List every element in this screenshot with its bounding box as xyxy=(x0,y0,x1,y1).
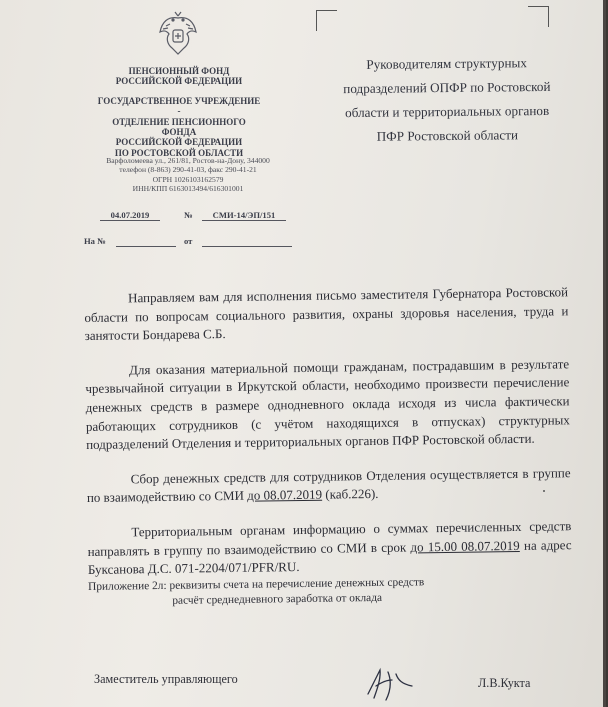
annex-line: Приложение 2л: реквизиты счета на перечисление денежных средств xyxy=(88,576,425,593)
address-bracket-right xyxy=(528,6,549,27)
recipient-line: ПФР Ростовской области xyxy=(376,127,519,144)
address-line: ИНН/КПП 6163013494/616301001 xyxy=(132,183,244,193)
body-paragraph-1: Направляем вам для исполнения письмо заместителя Губернатора Ростовской области по вопросам социального развития, охраны здоровья населения, труда и занятости Бондарева С.Б. xyxy=(84,284,569,344)
organization-name xyxy=(96,66,262,158)
address-line: Варфоломеева ул., 261/81, Ростов-на-Дону, 344000 xyxy=(106,156,270,165)
photo-edge xyxy=(603,0,606,707)
address-line: ОГРН 1026103162579 xyxy=(152,174,224,184)
deadline-date: до 08.07.2019 xyxy=(247,487,323,504)
org-line: ПЕНСИОННЫЙ ФОНД xyxy=(128,66,230,76)
body-paragraph-2: Для оказания материальной помощи гражданам, пострадавшим в результате чрезвычайной ситуации в Иркутской области, необходимо произвести перечисление денежных средств в размере однодневного оклада исходя из числа фактически работающих сотрудников (с учётом находящихся в отпусках) структурных подразделений Отделения и территориальных органов ПФР Ростовской области. xyxy=(85,356,570,453)
annex-note xyxy=(88,574,518,610)
recipient-line: подразделений ОПФР по Ростовской xyxy=(343,78,551,97)
letter-body xyxy=(84,283,572,595)
annex-line: расчёт среднедневного заработка от оклада xyxy=(172,591,383,607)
address-line: телефон (8-863) 290-41-03, факс 290-41-21 xyxy=(119,165,257,175)
reference-date-line xyxy=(202,236,292,249)
dept-line: ОТДЕЛЕНИЕ ПЕНСИОННОГО ФОНДА xyxy=(112,116,246,138)
registration-date-line xyxy=(100,210,160,221)
deadline-datetime: до 15.00 08.07.2019 xyxy=(410,537,520,554)
handwritten-signature xyxy=(362,664,418,704)
signatory-role: Заместитель управляющего xyxy=(94,672,238,686)
dept-line: РОССИЙСКОЙ ФЕДЕРАЦИИ xyxy=(115,137,243,148)
coat-of-arms-emblem xyxy=(158,10,198,58)
reference-label: На № xyxy=(84,236,106,246)
signatory-name: Л.В.Кукта xyxy=(478,676,531,690)
document-date: 04.07.2019 xyxy=(100,210,160,221)
registration-number-label: № xyxy=(184,210,193,220)
reference-number-line xyxy=(116,236,176,249)
document-number: СМИ-14/ЭП/151 xyxy=(202,210,286,221)
dept-line: ГОСУДАРСТВЕННОЕ УЧРЕЖДЕНИЕ - xyxy=(97,95,261,117)
paper-speck xyxy=(543,490,545,492)
reference-from-label: от xyxy=(184,236,193,246)
dept-line: ПО РОСТОВСКОЙ ОБЛАСТИ xyxy=(114,147,244,158)
body-paragraph-4: Территориальным органам информацию о суммах перечисленных средств направлять в группу по взаимодействию со СМИ в срок до 15.00 08.07.2019 на адрес Буксанова Д.С. 071-2204/071/PFR/RU. xyxy=(87,518,572,578)
recipient-block xyxy=(320,51,575,150)
address-bracket-left xyxy=(316,10,337,31)
registration-number-line xyxy=(202,210,286,221)
recipient-line: области и территориальных органов xyxy=(344,102,550,121)
body-paragraph-3: Сбор денежных средств для сотрудников Отделения осуществляется в группе по взаимодействию со СМИ до 08.07.2019 (каб.226). xyxy=(86,464,571,506)
recipient-line: Руководителям структурных xyxy=(366,55,527,72)
org-line: РОССИЙСКОЙ ФЕДЕРАЦИИ xyxy=(115,76,243,87)
organization-address xyxy=(88,156,288,193)
